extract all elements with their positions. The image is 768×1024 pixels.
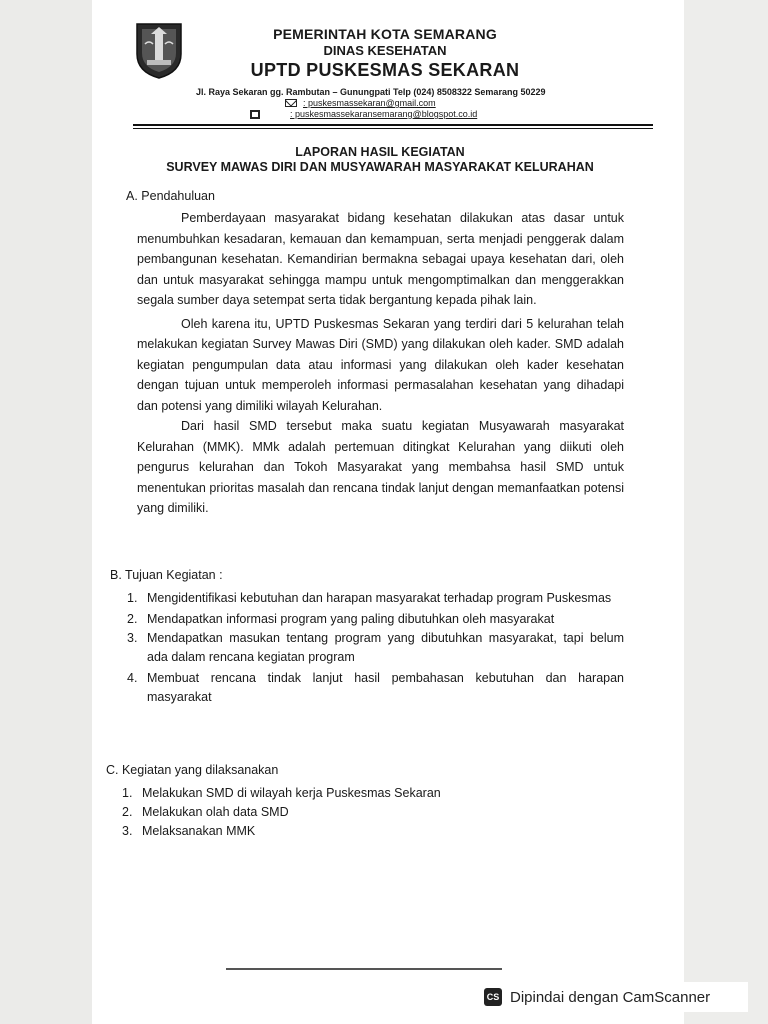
mail-icon xyxy=(285,99,297,107)
section-a-body xyxy=(137,208,624,519)
list-item: 2. Mendapatkan informasi program yang paling dibutuhkan oleh masyarakat xyxy=(127,612,555,626)
letterhead xyxy=(190,26,580,81)
scan-background-right xyxy=(684,0,768,1024)
list-item: 4. Membuat rencana tindak lanjut hasil pembahasan kebutuhan dan harapan masyarakat xyxy=(127,671,624,704)
section-b-heading: B. Tujuan Kegiatan : xyxy=(110,568,223,582)
list-item: 2. Melakukan olah data SMD xyxy=(122,805,289,819)
list-item: 1. Mengidentifikasi kebutuhan dan harapan masyarakat terhadap program Puskesmas xyxy=(127,591,612,605)
section-a-heading: A. Pendahuluan xyxy=(126,189,215,203)
camscanner-text: Dipindai dengan CamScanner xyxy=(510,988,711,1006)
list-item: 3. Mendapatkan masukan tentang program yang dibutuhkan masyarakat, tapi belum ada dalam rencana kegiatan program xyxy=(127,631,624,664)
letterhead-address: Jl. Raya Sekaran gg. Rambutan – Gunungpati Telp (024) 8508322 Semarang 50229 xyxy=(196,87,546,97)
activities-list xyxy=(122,784,582,841)
report-title-line2: SURVEY MAWAS DIRI DAN MUSYAWARAH MASYARAKAT KELURAHAN xyxy=(166,160,594,174)
camscanner-logo-icon: CS xyxy=(484,988,502,1006)
letterhead-blog: : puskesmassekaransemarang@blogspot.co.id xyxy=(290,109,478,119)
letterhead-department: DINAS KESEHATAN xyxy=(323,43,447,58)
letterhead-blog-row xyxy=(250,109,477,119)
objectives-list xyxy=(127,589,624,707)
paragraph: Oleh karena itu, UPTD Puskesmas Sekaran yang terdiri dari 5 kelurahan telah melakukan kegiatan Survey Mawas Diri (SMD) yang dilakukan oleh kader. SMD adalah kegiatan pengumpulan data atau informasi yang dilakukan oleh kader kesehatan dengan tujuan untuk memperoleh informasi permasalahan kesehatan yang dihadapi dan potensi yang dimiliki wilayah Kelurahan. xyxy=(137,316,624,413)
letterhead-institution: UPTD PUSKESMAS SEKARAN xyxy=(250,60,520,80)
report-title-line1: LAPORAN HASIL KEGIATAN xyxy=(295,145,465,159)
letterhead-divider-thin xyxy=(133,128,653,129)
footer-divider xyxy=(226,968,502,970)
letterhead-email-row xyxy=(285,98,436,108)
letterhead-email: : puskesmassekaran@gmail.com xyxy=(303,98,436,108)
paragraph: Dari hasil SMD tersebut maka suatu kegiatan Musyawarah masyarakat Kelurahan (MMK). MMk adalah pertemuan ditingkat Kelurahan yang diikuti oleh pengurus kelurahan dan Tokoh Masyarakat yang membahsa hasil SMD untuk menentukan prioritas masalah dan rencana tindak lanjut dengan memanfaatkan potensi yang dimiliki. xyxy=(137,419,624,515)
web-icon xyxy=(250,110,260,119)
city-seal-icon xyxy=(133,20,185,80)
section-c-heading: C. Kegiatan yang dilaksanakan xyxy=(106,763,279,777)
letterhead-government: PEMERINTAH KOTA SEMARANG xyxy=(273,26,497,42)
list-item: 1. Melakukan SMD di wilayah kerja Puskesmas Sekaran xyxy=(122,786,441,800)
scan-background-left xyxy=(0,0,92,1024)
list-item: 3. Melaksanakan MMK xyxy=(122,824,256,838)
camscanner-watermark xyxy=(474,982,748,1012)
paragraph: Pemberdayaan masyarakat bidang kesehatan dilakukan atas dasar untuk menumbuhkan kesadaran, kemauan dan kemampuan, serta menjadi penggerak dalam pembangunan kesehatan. Kemandirian bermakna sebagai upaya kesehatan dari, oleh dan untuk masyarakat sehingga mampu untuk mengomptimalkan dan menggerakkan segala sumber daya setempat serta tidak bergantung kepada pihak lain. xyxy=(137,211,624,307)
report-title xyxy=(130,145,630,175)
letterhead-divider-thick xyxy=(133,124,653,126)
